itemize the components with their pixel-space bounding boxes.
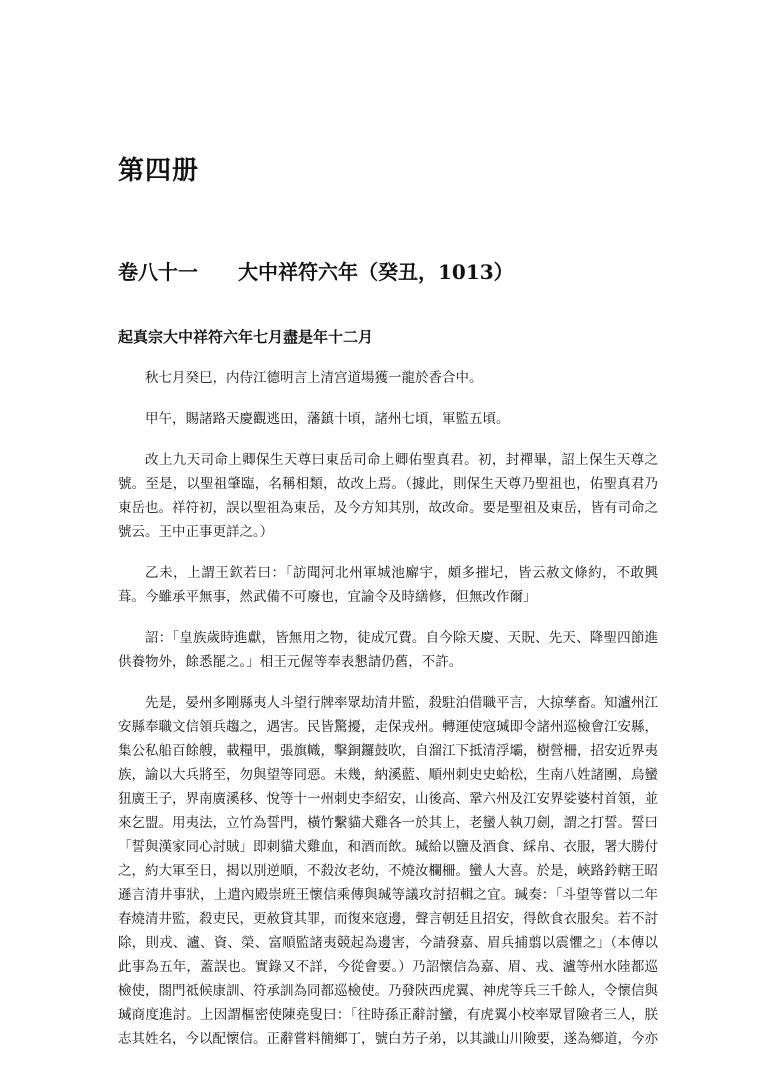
paragraph-title-change: 改上九天司命上卿保生天尊曰東岳司命上卿佑聖真君。初，封禪畢，詔上保生天尊之號。至是，以聖祖肇臨，名稱相類，故改上焉。（據此，則保生天尊乃聖祖也，佑聖真君乃東岳也。祥符初，誤以聖祖為東岳，及今方知其別，故改命。要是聖祖及東岳，皆有司命之號云。王中正事更詳之。） [118,452,658,540]
paragraph-edict: 詔：「皇族歲時進獻，皆無用之物，徒成冗費。自今除天慶、天貺、先天、降聖四節進供養物外，餘悉罷之。」相王元偓等奉表懇請仍舊，不許。 [118,630,658,670]
paragraph-yiwei: 乙未，上謂王欽若曰：「訪聞河北州軍城池廨宇，頗多摧圮，皆云赦文條約，不敢興葺。今雖承平無事，然武備不可廢也，宜諭令及時繕修，但無改作爾」 [118,565,658,605]
chapter-range-line: 起真宗大中祥符六年七月盡是年十二月 [118,328,374,346]
volume-title: 第四册 [118,156,200,186]
paragraph-jiawu: 甲午，賜諸路天慶觀逃田，藩鎮十頃，諸州七頃，軍監五頃。 [145,411,510,427]
paragraph-xianshi: 先是，晏州多剛縣夷人斗望行牌率眾劫清井監，殺駐泊借職平言，大掠孳畜。知瀘州江安縣奉職文信領兵趨之，遇害。民皆驚擾，走保戎州。轉運使寇瑊即令諸州巡檢會江安縣，集公私船百餘艘，載糧甲，張旗幟，擊銅鑼鼓吹，自溜江下抵清浮壩，樹營柵，招安近界夷族，諭以大兵將至，勿與望等同惡。未幾，納溪藍、順州刺史史蛤松，生南八姓諸團，烏蠻狃廣王子，界南廣溪移、悅等十一州刺史李紹安，山後高、鞏六州及江安界娑婆村首領，並來乞盟。用夷法，立竹為誓門，橫竹繫貓犬雞各一於其上，老蠻人執刀劍，謂之打誓。誓曰「誓與漢家同心討賊」即刺貓犬雞血，和酒而飲。瑊給以鹽及酒食、綵帛、衣服，署大勝付之，約大軍至日，揭以別逆順，不殺汝老幼，不燒汝欄柵。蠻人大喜。於是，峽路鈐轄王昭遜言清井事狀，上遣內殿崇班王懷信乘傳與瑊等議攻討招輯之宜。瑊奏：「斗望等嘗以二年春燒清井監，殺吏民，更赦貸其罪，而復來寇邊，聲言朝廷且招安，得飲食衣服矣。若不討除，則戎、瀘、資、榮、富順監諸夷競起為邊害，今請發嘉、眉兵捕翦以震懼之」（本傳以此事為五年，蓋誤也。實錄又不詳，今從會要。）乃詔懷信為嘉、眉、戎、瀘等州水陸都巡檢使，閤門祗候康訓、符承訓為同都巡檢使。乃發陝西虎翼、神虎等兵三千餘人，令懷信與瑊商度進討。上因謂樞密使陳堯叟曰：「往時孫正辭討蠻，有虎翼小校率眾冒險者三人，朕志其姓名，今以配懷信。正辭嘗料簡鄉丁，號白艻子弟，以其識山川險要，遂為鄉道，今亦 [118,695,658,1047]
document-body [118,366,658,1068]
paragraph-autumn-seventh-month: 秋七月癸巳，内侍江德明言上清宫道場獲一龍於香合中。 [145,370,483,386]
chapter-title: 卷八十一 大中祥符六年（癸丑，1013） [118,260,514,284]
